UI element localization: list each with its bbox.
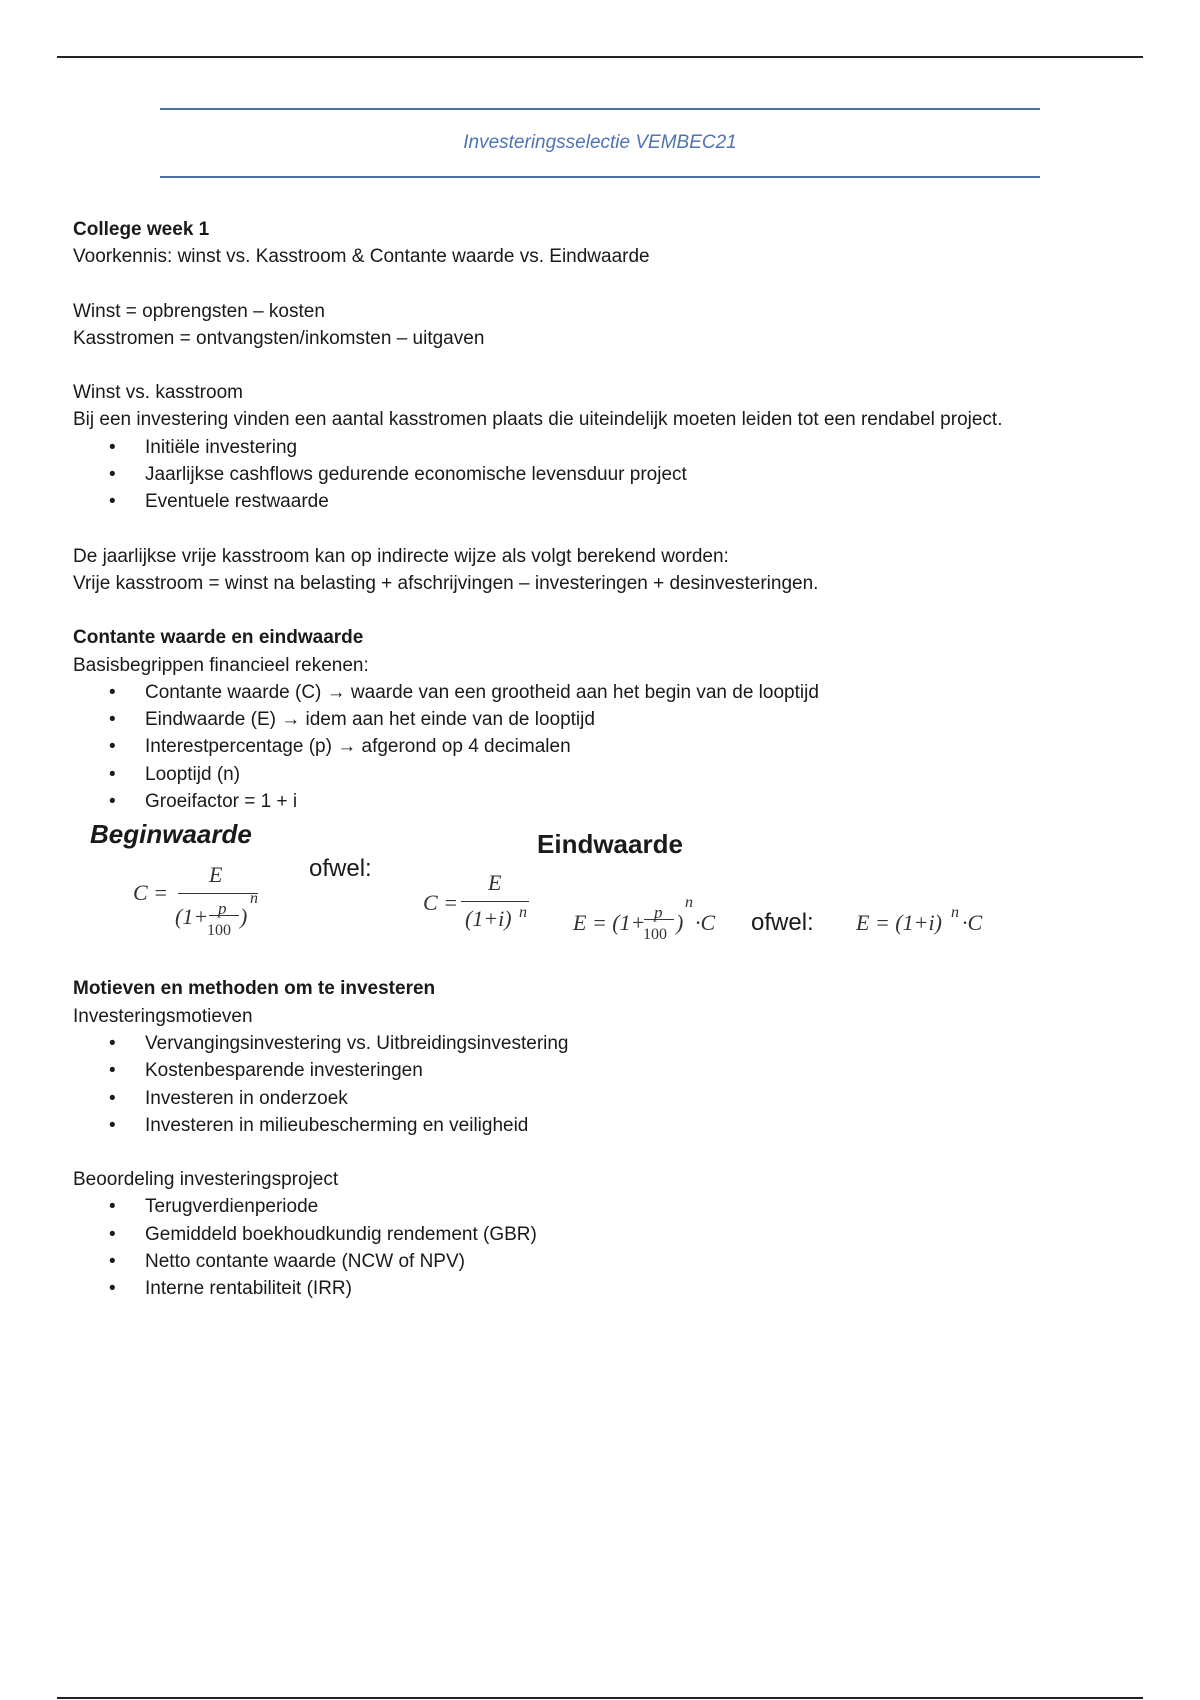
paragraph-investeringsmotieven: Investeringsmotieven bbox=[73, 1005, 253, 1027]
paragraph-beoordeling: Beoordeling investeringsproject bbox=[73, 1169, 339, 1191]
formula1-close: ) bbox=[240, 904, 248, 930]
label-ofwel-2: ofwel: bbox=[751, 909, 814, 937]
formula1-100: 100 bbox=[207, 922, 231, 940]
paragraph-kasstromen: Kasstromen = ontvangsten/inkomsten – uitgaven bbox=[73, 327, 485, 349]
formula1-exponent: n bbox=[250, 890, 258, 908]
label-beginwaarde: Beginwaarde bbox=[90, 819, 252, 850]
bullet-list-kasstromen bbox=[73, 434, 1133, 516]
page-top-rule bbox=[57, 56, 1143, 58]
formula3-exponent: n bbox=[685, 894, 693, 912]
paragraph-basisbegrippen: Basisbegrippen financieel rekenen: bbox=[73, 654, 369, 676]
list-item: • Jaarlijkse cashflows gedurende economische levensduur project bbox=[109, 464, 687, 486]
list-item: • Investeren in onderzoek bbox=[109, 1087, 348, 1109]
list-item: • Interestpercentage (p) → afgerond op 4 decimalen bbox=[109, 736, 571, 758]
list-item: • Vervangingsinvestering vs. Uitbreidingsinvestering bbox=[109, 1032, 569, 1054]
bullet-list-basisbegrippen bbox=[73, 679, 1133, 815]
formula2-numerator: E bbox=[488, 870, 502, 896]
label-eindwaarde: Eindwaarde bbox=[537, 829, 683, 860]
list-item: • Investeren in milieubescherming en veiligheid bbox=[109, 1114, 529, 1136]
paragraph-winst-vs-kasstroom: Winst vs. kasstroom bbox=[73, 382, 243, 404]
formula2-lhs: C = bbox=[423, 890, 459, 916]
formula3-100: 100 bbox=[643, 926, 667, 944]
list-item: • Netto contante waarde (NCW of NPV) bbox=[109, 1251, 465, 1273]
formula1-fraction-bar bbox=[178, 893, 258, 894]
formula3-close: ) bbox=[676, 910, 684, 936]
formula-figure bbox=[73, 815, 1133, 975]
label-ofwel-1: ofwel: bbox=[309, 855, 372, 883]
paragraph-voorkennis: Voorkennis: winst vs. Kasstroom & Contante waarde vs. Eindwaarde bbox=[73, 246, 650, 268]
section-heading-college-week: College week 1 bbox=[73, 219, 210, 240]
formula1-inner-bar bbox=[209, 915, 239, 916]
formula3-p: p bbox=[654, 903, 663, 923]
document-title: Investeringsselectie VEMBEC21 bbox=[463, 132, 737, 153]
list-item: • Interne rentabiliteit (IRR) bbox=[109, 1278, 352, 1300]
formula3-tail: ·C bbox=[695, 910, 716, 936]
header-rule-bottom bbox=[160, 176, 1040, 178]
formula2-exponent: n bbox=[519, 904, 527, 922]
list-item: • Gemiddeld boekhoudkundig rendement (GBR) bbox=[109, 1223, 537, 1245]
bullet-list-motieven bbox=[73, 1030, 1133, 1139]
formula3-lhs: E = (1+ bbox=[573, 910, 646, 936]
formula1-denominator: (1+ bbox=[175, 904, 209, 930]
paragraph-investering: Bij een investering vinden een aantal kasstromen plaats die uiteindelijk moeten leiden tot een rendabel project. bbox=[73, 409, 1003, 431]
list-item: • Groeifactor = 1 + i bbox=[109, 791, 298, 813]
list-item: • Kostenbesparende investeringen bbox=[109, 1060, 423, 1082]
paragraph-vrije-kasstroom-intro: De jaarlijkse vrije kasstroom kan op indirecte wijze als volgt berekend worden: bbox=[73, 545, 729, 567]
formula4-main: E = (1+i) bbox=[856, 910, 942, 936]
list-item: • Eindwaarde (E) → idem aan het einde van de looptijd bbox=[109, 709, 595, 731]
document-body bbox=[73, 216, 1133, 1303]
formula1-lhs: C = bbox=[133, 880, 169, 906]
section-heading-motieven: Motieven en methoden om te investeren bbox=[73, 978, 436, 1000]
formula2-denominator: (1+i) bbox=[465, 906, 512, 932]
list-item: • Contante waarde (C) → waarde van een grootheid aan het begin van de looptijd bbox=[109, 681, 819, 703]
page-bottom-rule bbox=[57, 1697, 1143, 1699]
paragraph-winst: Winst = opbrengsten – kosten bbox=[73, 300, 325, 322]
formula1-p: p bbox=[218, 899, 227, 919]
list-item: • Initiële investering bbox=[109, 436, 298, 458]
formula4-tail: ·C bbox=[962, 910, 983, 936]
document-header bbox=[160, 108, 1040, 178]
paragraph-vrije-kasstroom-formula: Vrije kasstroom = winst na belasting + afschrijvingen – investeringen + desinvesteringen. bbox=[73, 572, 819, 594]
list-item: • Eventuele restwaarde bbox=[109, 491, 329, 513]
formula3-inner-bar bbox=[644, 919, 674, 920]
bullet-list-beoordeling bbox=[73, 1193, 1133, 1302]
formula1-numerator: E bbox=[209, 862, 223, 888]
list-item: • Looptijd (n) bbox=[109, 763, 241, 785]
list-item: • Terugverdienperiode bbox=[109, 1196, 319, 1218]
formula4-exponent: n bbox=[951, 904, 959, 922]
section-heading-contante-waarde: Contante waarde en eindwaarde bbox=[73, 627, 364, 649]
